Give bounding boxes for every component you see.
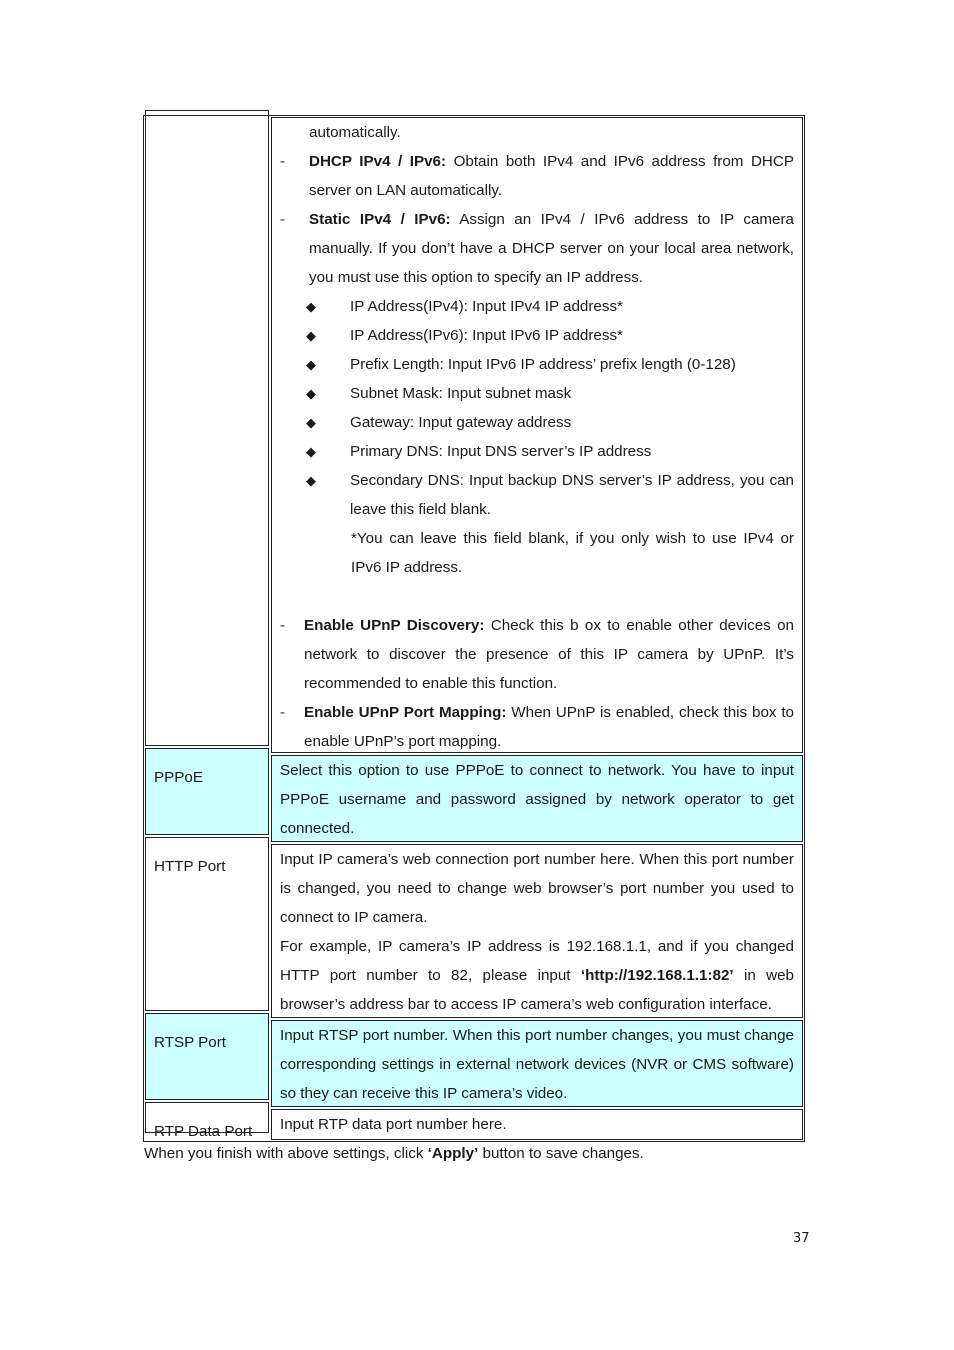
bullet-item-secondary-dns: ◆ Secondary DNS: Input backup DNS server’s IP address, you can leave this field blank. (280, 466, 794, 524)
setting-description-cell (271, 844, 803, 1018)
table-row-http-port (145, 844, 803, 1018)
setting-name-cell (145, 748, 269, 835)
setting-description-cell (271, 755, 803, 842)
list-item-upnp-mapping (280, 698, 794, 756)
setting-name: PPPoE (154, 769, 203, 786)
diamond-bullet-icon: ◆ (306, 415, 316, 430)
continuation-text: automatically. (309, 124, 401, 141)
item-text: Check this b ox to enable other devices on network to discover the presence of this IP camera by UPnP. It’s recommended to enable this function. (304, 617, 794, 692)
setting-name: HTTP Port (154, 858, 226, 875)
setting-name-cell (145, 1013, 269, 1100)
table-row-rtsp-port (145, 1020, 803, 1107)
setting-name-cell (145, 1102, 269, 1140)
diamond-bullet-icon: ◆ (306, 328, 316, 343)
dash-marker: - (280, 617, 286, 634)
settings-table (143, 115, 805, 1142)
setting-name-cell (145, 837, 269, 1011)
setting-example: For example, IP camera’s IP address is 192.168.1.1, and if you changed HTTP port number to 82, please input ‘http://192.168.1.1:82’ in web browser’s address bar to access IP camera’s web configuration interface. (280, 938, 795, 1013)
setting-description-cell (271, 1109, 803, 1140)
setting-name: RTP Data Port (154, 1123, 253, 1140)
dash-marker: - (280, 153, 286, 170)
setting-description: Input IP camera’s web connection port number here. When this port number is changed, you need to change web browser’s port number you used to connect to IP camera. (280, 851, 794, 926)
diamond-bullet-icon: ◆ (306, 473, 316, 488)
bullet-item-ipv6: ◆ IP Address(IPv6): Input IPv6 IP address* (280, 321, 794, 350)
table-row-pppoe (145, 755, 803, 842)
diamond-bullet-icon: ◆ (306, 357, 316, 372)
item-label: Enable UPnP Discovery: (304, 617, 485, 634)
setting-description: Select this option to use PPPoE to connect to network. You have to input PPPoE username and password assigned by network operator to get connected. (280, 762, 794, 837)
setting-name-cell (145, 110, 269, 746)
bullet-item-prefix: ◆ Prefix Length: Input IPv6 IP address’ prefix length (0-128) (280, 350, 794, 379)
item-text: When UPnP is enabled, check this box to enable UPnP’s port mapping. (304, 704, 794, 750)
dash-marker: - (280, 704, 286, 721)
setting-description-cell (271, 117, 803, 753)
diamond-bullet-icon: ◆ (306, 386, 316, 401)
item-text: Assign an IPv4 / IPv6 address to IP camera manually. If you don’t have a DHCP server on your local area network, you must use this option to specify an IP address. (309, 211, 794, 286)
footer-instruction: When you finish with above settings, click ‘Apply’ button to save changes. (144, 1145, 644, 1162)
bullet-item-primary-dns: ◆ Primary DNS: Input DNS server’s IP address (280, 437, 794, 466)
dash-marker: - (280, 211, 286, 228)
bullet-item-gateway: ◆ Gateway: Input gateway address (280, 408, 794, 437)
field-note: *You can leave this field blank, if you only wish to use IPv4 or IPv6 IP address. (351, 530, 794, 576)
list-item-dhcp-both (280, 147, 794, 205)
item-text: Obtain both IPv4 and IPv6 address from DHCP server on LAN automatically. (309, 153, 795, 199)
item-label: DHCP IPv4 / IPv6: (309, 153, 447, 170)
table-row-continuation (145, 117, 803, 753)
bullet-item-subnet: ◆ Subnet Mask: Input subnet mask (280, 379, 794, 408)
diamond-bullet-icon: ◆ (306, 299, 316, 314)
page-number: 37 (793, 1231, 810, 1246)
setting-description-cell (271, 1020, 803, 1107)
table-row-rtp-data-port (145, 1109, 803, 1140)
diamond-bullet-icon: ◆ (306, 444, 316, 459)
bullet-item-ipv4: ◆ IP Address(IPv4): Input IPv4 IP address* (280, 292, 794, 321)
item-label: Static IPv4 / IPv6: (309, 211, 451, 228)
apply-reference: ‘Apply’ (427, 1145, 479, 1162)
item-label: Enable UPnP Port Mapping: (304, 704, 507, 721)
example-url: ‘http://192.168.1.1:82’ (580, 967, 734, 984)
setting-description: Input RTP data port number here. (280, 1116, 507, 1133)
list-item-static-both (280, 205, 794, 292)
setting-name: RTSP Port (154, 1034, 227, 1051)
list-item-upnp-discovery (280, 611, 794, 698)
setting-description: Input RTSP port number. When this port number changes, you must change corresponding settings in external network devices (NVR or CMS software) so they can receive this IP camera’s video. (280, 1027, 794, 1102)
